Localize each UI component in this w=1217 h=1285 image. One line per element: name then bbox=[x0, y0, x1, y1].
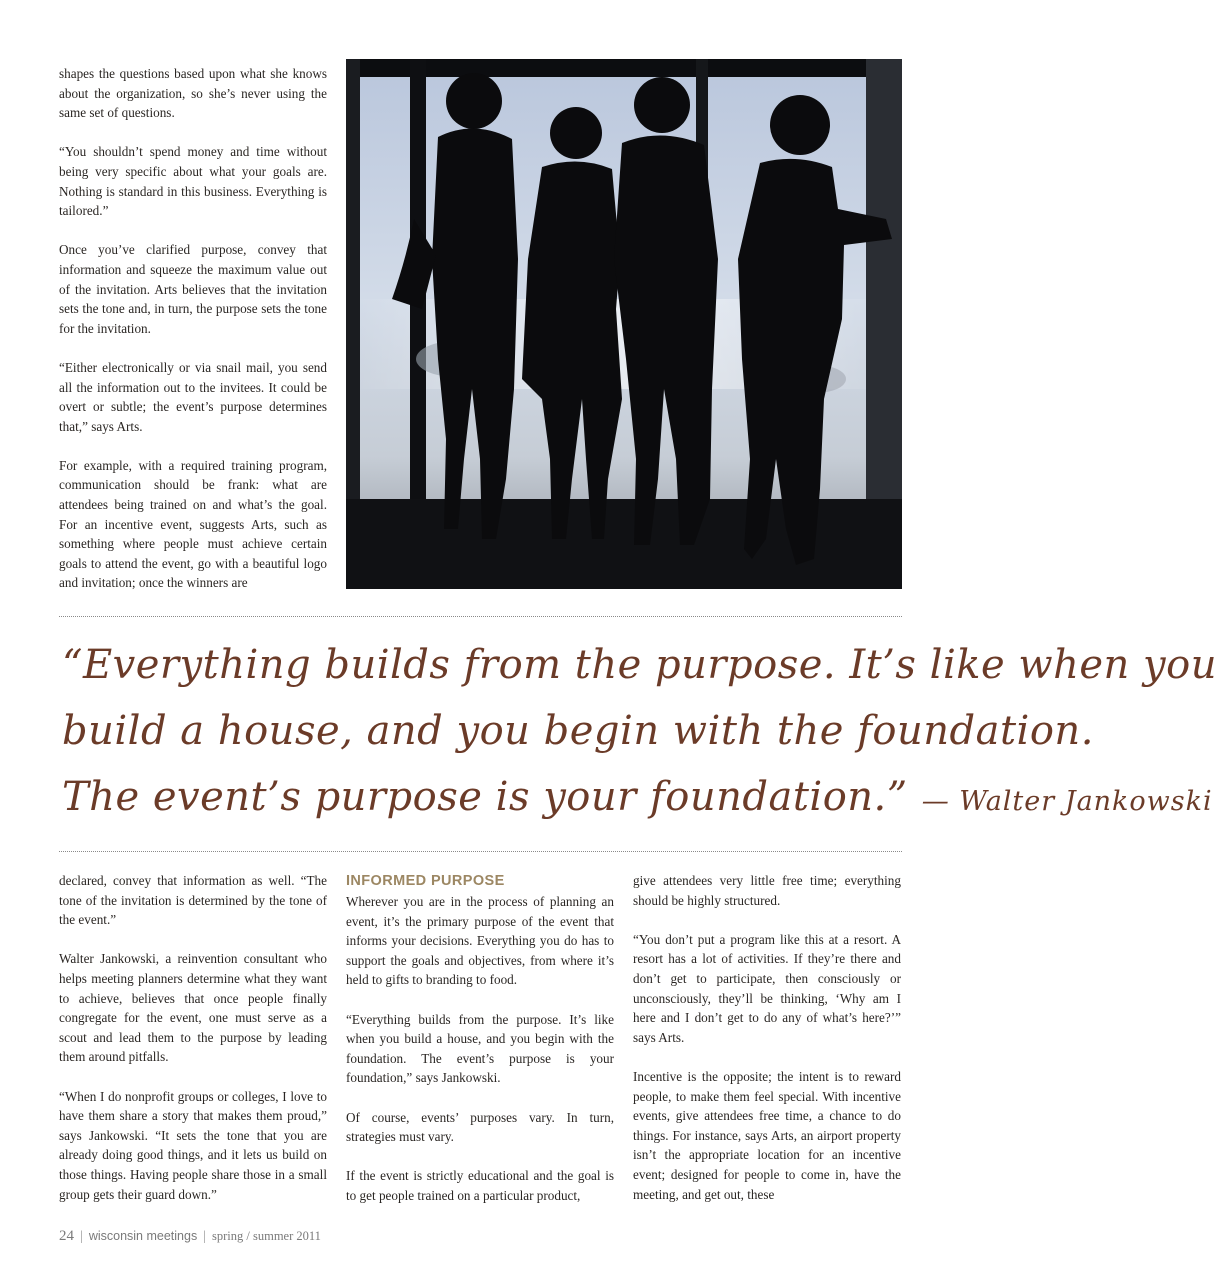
paragraph: “When I do nonprofit groups or colleges, I love to have them share a story that makes them proud,” says Jankowski. “It sets the tone that you are already doing good things, and it lets us build on those things. Having people share those in a small group gets their guard down.” bbox=[59, 1088, 327, 1202]
pull-quote-line: build a house, and you begin with the foundation. bbox=[62, 708, 1094, 754]
paragraph: “Either electronically or via snail mail, you send all the information out to the invitees. It could be overt or subtle; the event’s purpose determines that,” says Arts. bbox=[59, 359, 327, 434]
footer-separator: | bbox=[203, 1229, 207, 1244]
silhouette-photo bbox=[346, 59, 902, 589]
paragraph: For example, with a required training program, communication should be frank: what are attendees being trained on and what’s the goal. For an incentive event, suggests Arts, such as something where people must achieve certain goals to attend the event, go with a beautiful logo and invitation; once the winners are bbox=[59, 457, 327, 591]
paragraph: Wherever you are in the process of planning an event, it’s the primary purpose of the event that informs your decisions. Everything you do has to support the goals and objectives, from where it’s held to gifts to branding to food. bbox=[346, 894, 614, 988]
article-column-middle bbox=[346, 871, 614, 1225]
paragraph: Of course, events’ purposes vary. In turn, strategies must vary. bbox=[346, 1109, 614, 1145]
paragraph: shapes the questions based upon what she knows about the organization, so she’s never using the same set of questions. bbox=[59, 66, 327, 121]
paragraph: Once you’ve clarified purpose, convey that information and squeeze the maximum value out of the invitation. Arts believes that the invitation sets the tone and, in turn, the purpose sets the tone for the invitation. bbox=[59, 242, 327, 336]
article-column-right bbox=[633, 871, 901, 1224]
footer-separator: | bbox=[80, 1229, 83, 1244]
photo-image bbox=[346, 59, 902, 589]
paragraph: Walter Jankowski, a reinvention consultant who helps meeting planners determine what they want to achieve, believes that once people finally congregate for the event, one must serve as a scout and lead them to the purpose by leading them around pitfalls. bbox=[59, 951, 327, 1065]
pull-quote-text: The event’s purpose is your foundation.” bbox=[62, 774, 908, 820]
article-column-left bbox=[59, 871, 327, 1224]
paragraph: If the event is strictly educational and the goal is to get people trained on a particular product, bbox=[346, 1168, 614, 1203]
divider-top bbox=[59, 616, 902, 617]
divider-bottom bbox=[59, 851, 902, 852]
paragraph: declared, convey that information as well. “The tone of the invitation is determined by the tone of the event.” bbox=[59, 873, 327, 928]
paragraph: Incentive is the opposite; the intent is to reward people, to make them feel special. With incentive events, give attendees free time, a chance to do things. For instance, says Arts, an airport property isn’t the appropriate location for an incentive event; designed for people to come in, have the meeting, and get out, these bbox=[633, 1068, 901, 1202]
pull-quote-line: “Everything builds from the purpose. It’s like when you bbox=[62, 642, 1217, 688]
page-footer bbox=[59, 1227, 321, 1245]
issue-label: spring / summer 2011 bbox=[212, 1229, 321, 1243]
paragraph: “You shouldn’t spend money and time without being very specific about what your goals are. Nothing is standard in this business. Everything is tailored.” bbox=[59, 144, 327, 219]
paragraph: “You don’t put a program like this at a resort. A resort has a lot of activities. If they’re there and don’t get to participate, then consciously or unconsciously, they’ll be thinking, ‘Why am I here and I don’t get to do any of what’s here?’” says Arts. bbox=[633, 931, 901, 1045]
paragraph: give attendees very little free time; everything should be highly structured. bbox=[633, 873, 901, 908]
page-number: 24 bbox=[59, 1228, 74, 1244]
paragraph: “Everything builds from the purpose. It’s like when you build a house, and you begin with the foundation. The event’s purpose is your foundation,” says Jankowski. bbox=[346, 1011, 614, 1086]
magazine-name: wisconsin meetings bbox=[88, 1229, 198, 1243]
article-column-top bbox=[59, 64, 327, 613]
section-heading: INFORMED PURPOSE bbox=[346, 873, 505, 889]
pull-quote-attribution: — Walter Jankowski bbox=[921, 786, 1213, 817]
pull-quote-line-last bbox=[62, 764, 1213, 835]
pull-quote bbox=[62, 632, 1217, 835]
